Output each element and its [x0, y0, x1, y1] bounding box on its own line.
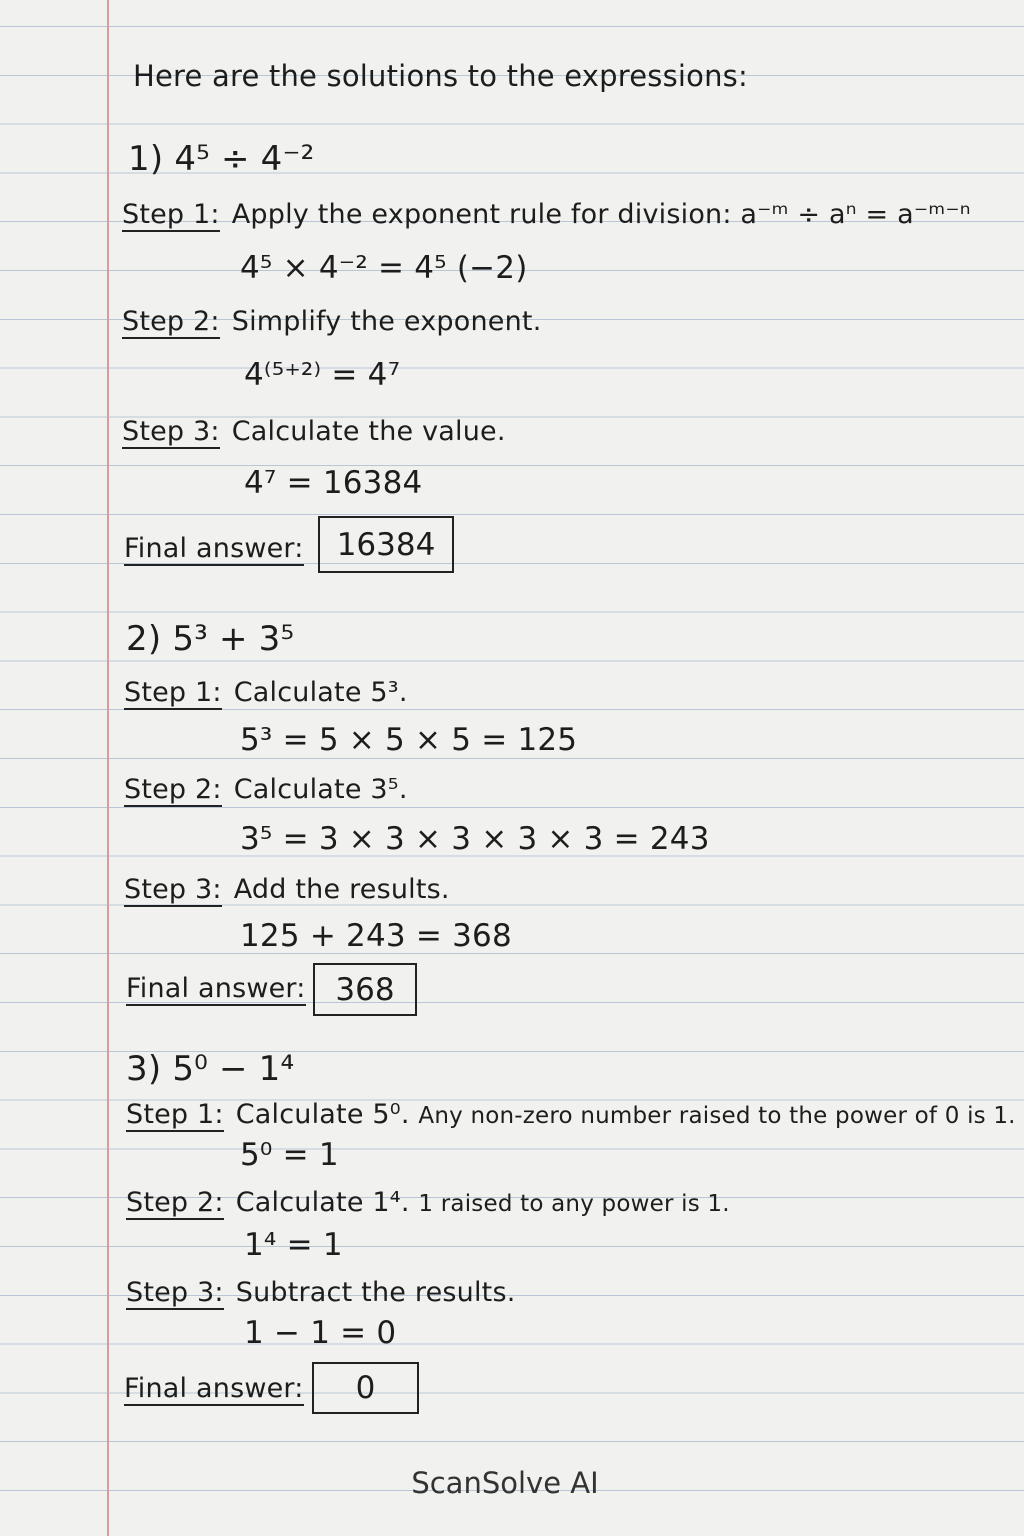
problem-expression: 4⁵ ÷ 4⁻² [174, 139, 315, 179]
problem-3-step-1 [126, 1101, 1016, 1132]
step-label: Step 1: [124, 677, 222, 708]
brand-footer: ScanSolve AI [411, 1466, 599, 1500]
problem-2-final [126, 975, 318, 1006]
problem-1-step-2 [122, 308, 541, 339]
problem-expression: 5³ + 3⁵ [172, 619, 295, 659]
step-label: Step 2: [126, 1187, 224, 1218]
problem-2-step-3 [124, 876, 450, 907]
problem-3-step-2 [126, 1189, 730, 1220]
final-answer-box: 0 [312, 1362, 419, 1414]
problem-2-step-1 [124, 679, 408, 710]
problem-3-step-3 [126, 1279, 516, 1310]
step-text: Subtract the results. [235, 1277, 516, 1308]
problem-1-final [124, 535, 316, 566]
final-answer-label: Final answer: [126, 973, 306, 1004]
problem-3-step-3-work: 1 − 1 = 0 [244, 1315, 397, 1351]
step-text: Calculate 1⁴. [235, 1187, 410, 1218]
step-text: Calculate the value. [231, 416, 506, 447]
problem-2-step-2-work: 3⁵ = 3 × 3 × 3 × 3 × 3 = 243 [240, 821, 710, 857]
final-answer-box: 368 [313, 963, 417, 1016]
problem-number: 3) [126, 1049, 162, 1089]
problem-1-step-2-work: 4⁽⁵⁺²⁾ = 4⁷ [244, 357, 401, 393]
problem-2-step-3-work: 125 + 243 = 368 [240, 918, 512, 954]
problem-2-step-2 [124, 776, 408, 807]
step-label: Step 3: [122, 416, 220, 447]
step-label: Step 2: [122, 306, 220, 337]
problem-expression: 5⁰ − 1⁴ [172, 1049, 295, 1089]
problem-1-step-3 [122, 418, 506, 449]
problem-number: 2) [126, 619, 162, 659]
problem-1-heading [128, 139, 315, 179]
step-label: Step 2: [124, 774, 222, 805]
final-answer-label: Final answer: [124, 533, 304, 564]
problem-2-heading [126, 619, 295, 659]
final-answer-box: 16384 [318, 516, 454, 573]
step-note: Any non-zero number raised to the power of 0 is 1. [418, 1103, 1016, 1129]
step-text: Calculate 3⁵. [233, 774, 408, 805]
step-text: Calculate 5⁰. [235, 1099, 410, 1130]
step-label: Step 1: [126, 1099, 224, 1130]
step-label: Step 3: [126, 1277, 224, 1308]
problem-1-step-1-work: 4⁵ × 4⁻² = 4⁵ (−2) [240, 250, 528, 286]
step-label: Step 1: [122, 199, 220, 230]
problem-number: 1) [128, 139, 164, 179]
problem-3-step-1-work: 5⁰ = 1 [240, 1137, 339, 1173]
final-answer-label: Final answer: [124, 1373, 304, 1404]
step-label: Step 3: [124, 874, 222, 905]
step-note: 1 raised to any power is 1. [418, 1191, 730, 1217]
problem-1-step-1 [122, 201, 971, 232]
intro-text: Here are the solutions to the expressions: [133, 59, 748, 93]
step-text: Calculate 5³. [233, 677, 408, 708]
step-text: Simplify the exponent. [231, 306, 542, 337]
problem-1-step-3-work: 4⁷ = 16384 [244, 465, 423, 501]
step-text: Apply the exponent rule for division: a⁻ᵐ ÷ aⁿ = a⁻ᵐ⁻ⁿ [231, 199, 971, 230]
problem-3-final [124, 1375, 316, 1406]
problem-3-step-2-work: 1⁴ = 1 [244, 1227, 343, 1263]
problem-2-step-1-work: 5³ = 5 × 5 × 5 = 125 [240, 722, 578, 758]
step-text: Add the results. [233, 874, 450, 905]
problem-3-heading [126, 1049, 295, 1089]
